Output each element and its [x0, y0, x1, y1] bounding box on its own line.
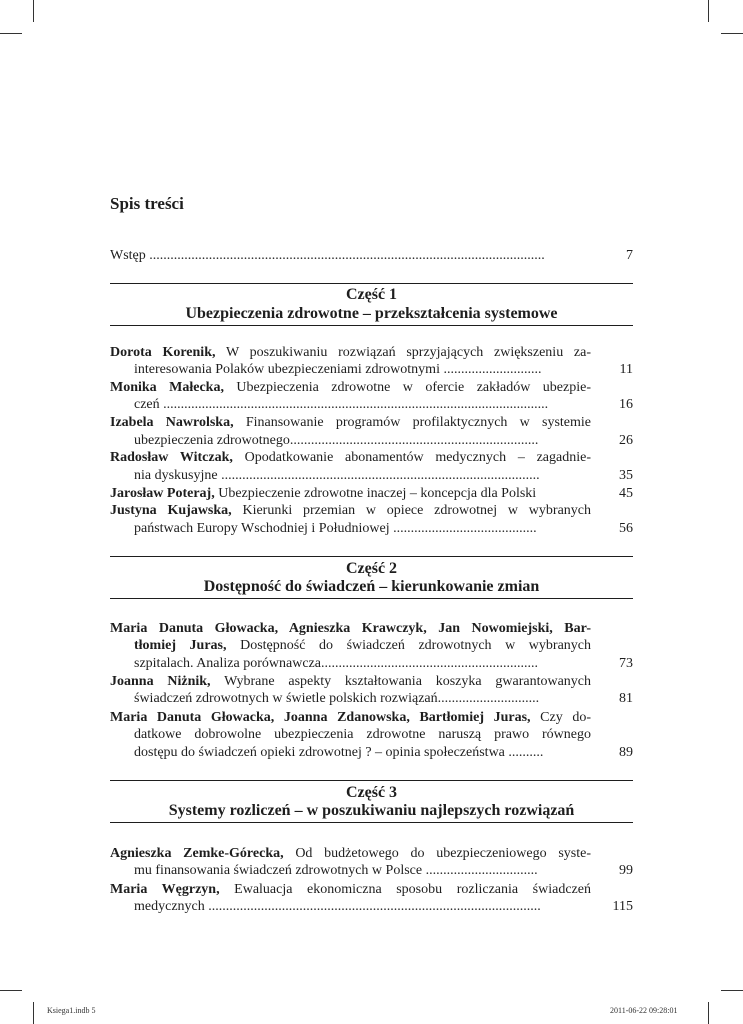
- toc-entry[interactable]: [110, 845, 633, 863]
- toc-page-number: 16: [619, 397, 633, 412]
- entry-author: Justyna Kujawska,: [110, 503, 232, 518]
- section-rule: [110, 598, 633, 599]
- toc-entry[interactable]: [110, 485, 633, 503]
- toc-entry[interactable]: [110, 709, 633, 727]
- toc-entry-cont[interactable]: [134, 862, 633, 880]
- entry-title: Finansowanie programów profilaktycznych w systemie: [233, 415, 591, 430]
- entry-author: Dorota Korenik,: [110, 345, 216, 360]
- entry-title: W poszukiwaniu rozwiązań sprzyjających zwiększeniu za-: [215, 345, 592, 360]
- section-rule: [110, 822, 633, 823]
- section-rule: [110, 325, 633, 326]
- entry-title: Ubezpieczenie zdrowotne inaczej – koncepcja dla Polski: [214, 486, 537, 501]
- toc-page-number: 45: [619, 486, 633, 501]
- crop-mark: [708, 1002, 709, 1024]
- entry-author: Jarosław Poteraj,: [110, 486, 215, 501]
- toc-page-number: 73: [619, 656, 633, 671]
- toc-entry-cont[interactable]: [134, 898, 633, 916]
- toc-entry-cont[interactable]: [134, 361, 633, 379]
- toc-entry[interactable]: [110, 673, 633, 691]
- print-slug-date: 2011-06-22 09:28:01: [610, 1006, 678, 1015]
- toc-page-number: 7: [626, 248, 633, 263]
- toc-entry-intro[interactable]: [110, 247, 633, 265]
- toc-entry-cont[interactable]: [134, 520, 633, 538]
- entry-title-cont: interesowania Polaków ubezpieczeniami zdrowotnymi ............................: [134, 362, 542, 377]
- entry-author: Maria Węgrzyn,: [110, 882, 220, 897]
- crop-mark: [0, 33, 22, 34]
- toc-page-number: 26: [619, 433, 633, 448]
- entry-title-cont: ubezpieczenia zdrowotnego.......................................................................: [134, 433, 539, 448]
- entry-author: Agnieszka Zemke-Górecka,: [110, 846, 284, 861]
- toc-page-number: 35: [619, 468, 633, 483]
- print-slug-file: Ksiega1.indb 5: [47, 1006, 96, 1015]
- section-rule: [110, 283, 633, 284]
- entry-author: Maria Danuta Głowacka, Agnieszka Krawczyk, Jan Nowomiejski, Bar-: [110, 621, 591, 636]
- crop-mark: [0, 990, 22, 991]
- entry-title: Ewaluacja ekonomiczna sposobu rozliczania świadczeń: [219, 882, 591, 897]
- toc-entry-cont[interactable]: [134, 432, 633, 450]
- entry-author: Monika Małecka,: [110, 380, 224, 395]
- part-title: Ubezpieczenia zdrowotne – przekształcenia systemowe: [185, 305, 558, 322]
- part-label: Część 1: [345, 286, 398, 303]
- entry-title-cont: szpitalach. Analiza porównawcza..............................................................: [134, 656, 538, 671]
- toc-entry-cont[interactable]: [134, 744, 633, 762]
- entry-author: Maria Danuta Głowacka, Joanna Zdanowska, Bartłomiej Juras,: [110, 710, 531, 725]
- section-rule: [110, 780, 633, 781]
- entry-author: Joanna Niżnik,: [110, 674, 211, 689]
- toc-page-number: 81: [619, 691, 633, 706]
- toc-page-number: 56: [619, 521, 633, 536]
- toc-page-number: 99: [619, 863, 633, 878]
- entry-author: Izabela Nawrolska,: [110, 415, 234, 430]
- toc-page-number: 89: [619, 745, 633, 760]
- crop-mark: [721, 990, 743, 991]
- toc-entry-cont[interactable]: [134, 396, 633, 414]
- toc-page-number: 115: [612, 899, 633, 914]
- entry-title-cont: mu finansowania świadczeń zdrowotnych w Polsce ................................: [134, 863, 538, 878]
- part-label: Część 3: [345, 784, 398, 801]
- crop-mark: [708, 0, 709, 22]
- toc-entry[interactable]: [110, 620, 633, 638]
- toc-entry[interactable]: [110, 881, 633, 899]
- entry-title: Opodatkowanie abonamentów medycznych – zagadnie-: [232, 450, 592, 465]
- toc-entry-cont[interactable]: [134, 467, 633, 485]
- entry-title-cont: datkowe dobrowolne ubezpieczenia zdrowotne naruszą prawo równego: [134, 727, 591, 742]
- toc-entry-cont[interactable]: [134, 655, 633, 673]
- entry-title: Ubezpieczenia zdrowotne w ofercie zakładów ubezpie-: [223, 380, 591, 395]
- crop-mark: [721, 33, 743, 34]
- part-title: Systemy rozliczeń – w poszukiwaniu najlepszych rozwiązań: [168, 802, 575, 819]
- toc-entry-cont[interactable]: [134, 726, 633, 744]
- entry-title: Czy do-: [530, 710, 592, 725]
- entry-title: Od budżetowego do ubezpieczeniowego syste-: [283, 846, 591, 861]
- entry-title: Kierunki przemian w opiece zdrowotnej w wybranych: [231, 503, 592, 518]
- section-rule: [110, 556, 633, 557]
- page-title: Spis treści: [110, 194, 184, 213]
- part-label: Część 2: [345, 560, 398, 577]
- toc-page-number: 11: [619, 362, 633, 377]
- toc-entry-cont[interactable]: [134, 690, 633, 708]
- entry-title-cont: dostępu do świadczeń opieki zdrowotnej ? – opinia społeczeństwa ..........: [134, 745, 544, 760]
- crop-mark: [33, 1002, 34, 1024]
- toc-leader: .................................................................................................................: [145, 248, 545, 263]
- part-title: Dostępność do świadczeń – kierunkowanie zmian: [203, 578, 540, 595]
- entry-title: Wybrane aspekty kształtowania koszyka gwarantowanych: [210, 674, 592, 689]
- toc-intro-label: Wstęp: [110, 248, 146, 263]
- entry-title-cont: medycznych ...............................................................................................: [134, 899, 541, 914]
- toc-entry[interactable]: [110, 414, 633, 432]
- crop-mark: [33, 0, 34, 22]
- entry-author: Radosław Witczak,: [110, 450, 233, 465]
- entry-title: Dostępność do świadczeń zdrowotnych w wybranych: [226, 638, 591, 653]
- toc-entry-cont[interactable]: [134, 637, 633, 655]
- entry-title-cont: czeń ..............................................................................................................: [134, 397, 549, 412]
- entry-title-cont: państwach Europy Wschodniej i Południowej .........................................: [134, 521, 537, 536]
- toc-entry[interactable]: [110, 344, 633, 362]
- entry-title-cont: nia dyskusyjne ...........................................................................................: [134, 468, 540, 483]
- entry-author-cont: tłomiej Juras,: [134, 638, 227, 653]
- toc-entry[interactable]: [110, 502, 633, 520]
- entry-title-cont: świadczeń zdrowotnych w świetle polskich rozwiązań.............................: [134, 691, 540, 706]
- toc-entry[interactable]: [110, 379, 633, 397]
- toc-entry[interactable]: [110, 449, 633, 467]
